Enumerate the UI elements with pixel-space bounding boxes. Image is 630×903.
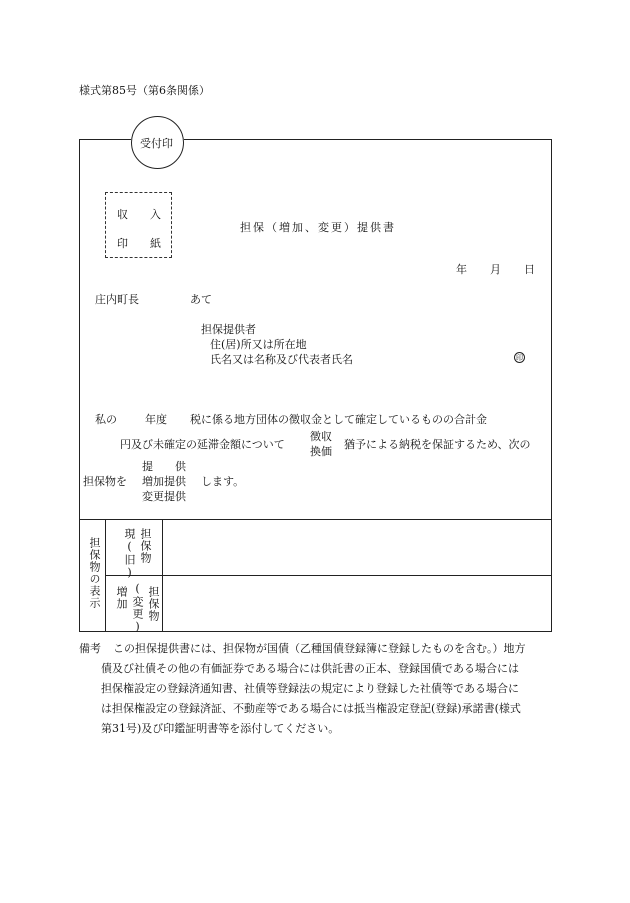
note-line: 第31号)及び印鑑証明書等を添付してください。 <box>101 722 340 735</box>
collateral-current-cell[interactable] <box>163 520 551 575</box>
revenue-stamp-char: 印 <box>117 237 128 250</box>
frame-top-right <box>184 139 552 140</box>
body-line1: 税に係る地方団体の徴収金として確定しているものの合計金 <box>190 413 487 426</box>
provider-heading: 担保提供者 <box>201 323 256 336</box>
date-month: 月 <box>490 263 501 276</box>
option-chosyu: 徴収 <box>310 430 332 443</box>
option-zouka-teikyo: 増加提供 <box>142 475 186 488</box>
body-line2-start: 円及び未確定の延滞金額について <box>120 438 285 451</box>
table-row2-label-b: (変更) <box>131 582 144 634</box>
note-line: 債及び社債その他の有価証券である場合には供託書の正本、登録国債である場合には <box>101 662 519 675</box>
option-henko-teikyo: 変更提供 <box>142 490 186 503</box>
addressee-name: 庄内町長 <box>95 293 139 306</box>
provider-name-label: 氏名又は名称及び代表者氏名 <box>210 353 353 366</box>
date-year: 年 <box>456 263 467 276</box>
form-number: 様式第85号（第6条関係） <box>79 84 210 97</box>
frame-left <box>79 139 80 632</box>
note-line: この担保提供書には、担保物が国債（乙種国債登録簿に登録したものを含む。）地方 <box>113 642 526 655</box>
revenue-stamp-char: 入 <box>150 208 161 221</box>
option-kanka: 換価 <box>310 445 332 458</box>
document-title: 担保（増加、変更）提供書 <box>240 221 396 234</box>
collateral-added-cell[interactable] <box>163 576 551 631</box>
revenue-stamp-box <box>105 192 172 258</box>
table-row2-label-a: 増加 <box>115 586 128 610</box>
option-teikyo: 提 供 <box>142 460 186 473</box>
table-row2-label-c: 担保物 <box>147 586 160 622</box>
addressee-suffix: あて <box>190 293 212 306</box>
frame-top-left <box>79 139 131 140</box>
seal-mark: 印 <box>516 354 523 362</box>
table-side-label: 担保物の表示 <box>88 537 101 609</box>
frame-right <box>551 139 552 632</box>
note-line: は担保権設定の登録済証、不動産等である場合には抵当権設定登記(登録)承諾書(様式 <box>101 702 521 715</box>
body-collateral-label: 担保物を <box>83 475 127 488</box>
table-col1-border <box>105 519 106 632</box>
revenue-stamp-char: 紙 <box>150 237 161 250</box>
body-line2-end: 猶予による納税を保証するため、次の <box>344 438 531 451</box>
note-label: 備考 <box>79 642 101 655</box>
table-row1-label-b: 担保物 <box>139 528 152 564</box>
frame-bottom <box>79 631 552 632</box>
reception-stamp-label: 受付印 <box>140 137 173 150</box>
date-day: 日 <box>524 263 535 276</box>
body-nendo: 年度 <box>145 413 167 426</box>
body-watashi: 私の <box>95 413 117 426</box>
note-line: 担保権設定の登録済通知書、社債等登録法の規定により登録した社債等である場合に <box>101 682 519 695</box>
body-shimasu: します。 <box>201 475 245 488</box>
revenue-stamp-char: 収 <box>117 208 128 221</box>
provider-address-label: 住(居)所又は所在地 <box>210 338 307 351</box>
table-row1-label-a: 現(旧) <box>123 528 136 580</box>
